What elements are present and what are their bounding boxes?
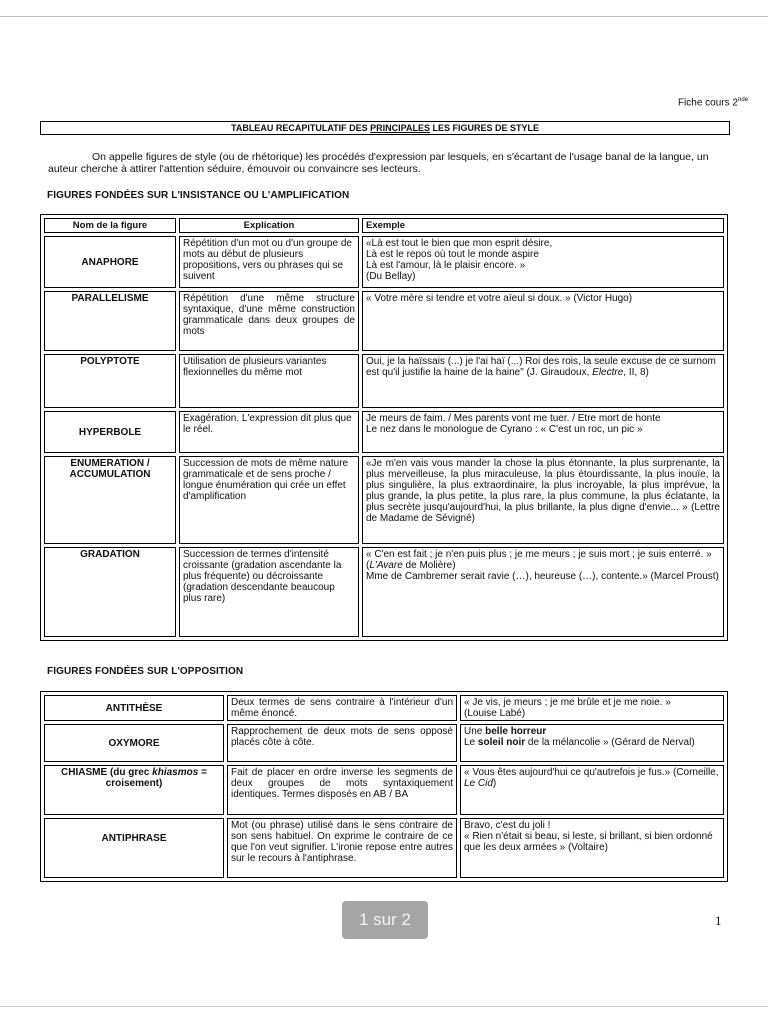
exemple-line: Bravo, c'est du joli ! — [464, 820, 551, 831]
title-underlined: PRINCIPALES — [370, 123, 430, 133]
exemple-line: «Là est tout le bien que mon esprit désire, — [366, 238, 553, 249]
figure-explication: Rapprochement de deux mots de sens opposé placés côte à côte. — [227, 724, 457, 762]
exemple-text: de Molière) — [402, 560, 456, 571]
figure-name: POLYPTOTE — [44, 354, 176, 408]
figure-explication: Utilisation de plusieurs variantes flexionnelles du même mot — [179, 354, 359, 408]
figure-exemple — [460, 724, 724, 762]
figure-exemple — [362, 236, 724, 288]
table-row — [44, 291, 724, 351]
title-part-2: LES FIGURES DE STYLE — [430, 123, 540, 133]
exemple-text: ) — [492, 778, 497, 789]
fiche-text: Fiche cours 2 — [677, 97, 738, 109]
figure-name: ANTITHÈSE — [44, 695, 224, 721]
top-divider — [0, 16, 768, 17]
amplification-table — [40, 214, 728, 641]
exemple-line: « Rien n'était si beau, si leste, si brillant, si bien ordonné que les deux armées » (Voltaire) — [464, 831, 713, 853]
table-row — [44, 695, 724, 721]
figure-exemple: « Votre mère si tendre et votre aïeul si doux. » (Victor Hugo) — [362, 291, 724, 351]
figure-exemple — [460, 695, 724, 721]
figure-explication: Fait de placer en ordre inverse les segments de deux groupes de mots syntaxiquement identiques. Termes disposés en AB / BA — [227, 765, 457, 815]
exemple-text: Une — [464, 726, 486, 737]
fiche-sup: nde — [737, 97, 748, 103]
exemple-line: (Louise Labé) — [464, 708, 526, 719]
figure-explication: Mot (ou phrase) utilisé dans le sens contraire de son sens habituel. On exprime le contraire de ce que l'on veut signifier. L'ironie repose entre autres sur le recours à l'antiphrase. — [227, 818, 457, 878]
column-header-exemple: Exemple — [362, 218, 724, 233]
section-heading-opposition: FIGURES FONDÉES SUR L'OPPOSITION — [47, 666, 244, 677]
figure-name: ANAPHORE — [44, 236, 176, 288]
figure-name: GRADATION — [44, 547, 176, 637]
exemple-line: (Du Bellay) — [366, 271, 416, 282]
table-row — [44, 411, 724, 453]
exemple-line: Mme de Cambremer serait ravie (…), heureuse (…), contente.» (Marcel Proust) — [366, 571, 719, 582]
exemple-line — [464, 726, 720, 737]
bottom-divider — [0, 1006, 768, 1007]
exemple-italic: L'Avare — [369, 560, 403, 571]
exemple-text: Le — [464, 737, 478, 748]
exemple-text: de la mélancolie » (Gérard de Nerval) — [525, 737, 695, 748]
figure-name: ANTIPHRASE — [44, 818, 224, 878]
figure-explication: Exagération. L'expression dit plus que le réel. — [179, 411, 359, 453]
exemple-line: Là est l'amour, là le plaisir encore. » — [366, 260, 526, 271]
exemple-text: « C'en est fait ; je n'en puis plus ; je me meurs ; je suis mort ; je suis enterré. » ( — [366, 549, 712, 571]
exemple-text: Oui, je la haïssais (...) je l'ai haï (...) Roi des rois, la seule excuse de ce surnom est qu'il justifie la haine de la haine" (J. Giraudoux, — [366, 356, 716, 378]
figure-name: PARALLELISME — [44, 291, 176, 351]
section-heading-amplification: FIGURES FONDÉES SUR L'INSISTANCE OU L'AMPLIFICATION — [47, 190, 350, 201]
column-header-explication: Explication — [179, 218, 359, 233]
figure-explication: Succession de termes d'intensité croissante (gradation ascendante la plus fréquente) ou décroissante (gradation descendante beaucoup plus rare) — [179, 547, 359, 637]
table-header-row — [44, 218, 724, 233]
table-row — [44, 818, 724, 878]
figure-exemple — [362, 354, 724, 408]
title-part-1: TABLEAU RECAPITULATIF DES — [230, 123, 371, 133]
exemple-bold: belle horreur — [485, 726, 547, 737]
exemple-line: « Je vis, je meurs ; je me brûle et je me noie. » — [464, 697, 671, 708]
figure-name: HYPERBOLE — [44, 411, 176, 453]
opposition-table — [40, 691, 728, 882]
figure-explication: Répétition d'une même structure syntaxique, d'une même construction grammaticale dans deux groupes de mots — [179, 291, 359, 351]
figure-name: OXYMORE — [44, 724, 224, 762]
figure-exemple — [362, 547, 724, 637]
figure-explication: Succession de mots de même nature grammaticale et de sens proche / longue énumération qui crée un effet d'amplification — [179, 456, 359, 544]
page-title — [40, 121, 730, 135]
exemple-text: , II, 8) — [623, 367, 649, 378]
column-header-name: Nom de la figure — [44, 218, 176, 233]
figure-exemple — [362, 411, 724, 453]
page-indicator-button[interactable]: 1 sur 2 — [342, 901, 428, 939]
table-row — [44, 354, 724, 408]
table-row — [44, 547, 724, 637]
exemple-line — [464, 737, 720, 748]
figure-exemple — [460, 818, 724, 878]
exemple-line: Le nez dans le monologue de Cyrano : « C'est un roc, un pic » — [366, 424, 643, 435]
figure-exemple: «Je m'en vais vous mander la chose la plus étonnante, la plus surprenante, la plus merveilleuse, la plus miraculeuse, la plus étourdissante, la plus inouïe, la plus singulière, la plus extraordinaire, la plus incroyable, la plus imprévue, la plus grande, la plus petite, la plus rare, la plus commune, la plus éclatante, la plus secrète jusqu'aujourd'hui, la plus brillante, la plus digne d'envie... » (Lettre de Madame de Sévigné) — [362, 456, 724, 544]
exemple-line — [366, 549, 720, 571]
figure-name — [44, 765, 224, 815]
figure-explication: Répétition d'un mot ou d'un groupe de mots au début de plusieurs propositions, vers ou phrases qui se suivent — [179, 236, 359, 288]
table-row — [44, 765, 724, 815]
page-number: 1 — [715, 913, 722, 928]
exemple-bold: soleil noir — [477, 737, 526, 748]
intro-paragraph: On appelle figures de style (ou de rhétorique) les procédés d'expression par lesquels, en s'écartant de l'usage banal de la langue, un auteur cherche à attirer l'attention séduire, émouvoir ou convaincre ses lecteurs. — [48, 151, 709, 175]
exemple-line: Là est le repos où tout le monde aspire — [366, 249, 539, 260]
table-row — [44, 236, 724, 288]
exemple-italic: Le Cid — [464, 778, 493, 789]
name-text: CHIASME (du grec — [61, 767, 153, 778]
exemple-line: Je meurs de faim. / Mes parents vont me tuer. / Etre mort de honte — [366, 413, 661, 424]
fiche-label — [678, 97, 748, 108]
name-italic: khiasmos — [152, 767, 199, 778]
exemple-italic: Electre — [592, 367, 624, 378]
table-row — [44, 456, 724, 544]
exemple-text: « Vous êtes aujourd'hui ce qu'autrefois je fus.» (Corneille, — [464, 767, 719, 778]
figure-name: ENUMERATION / ACCUMULATION — [44, 456, 176, 544]
table-row — [44, 724, 724, 762]
figure-explication: Deux termes de sens contraire à l'intérieur d'un même énoncé. — [227, 695, 457, 721]
figure-exemple — [460, 765, 724, 815]
name-text: = croisement) — [105, 767, 207, 789]
